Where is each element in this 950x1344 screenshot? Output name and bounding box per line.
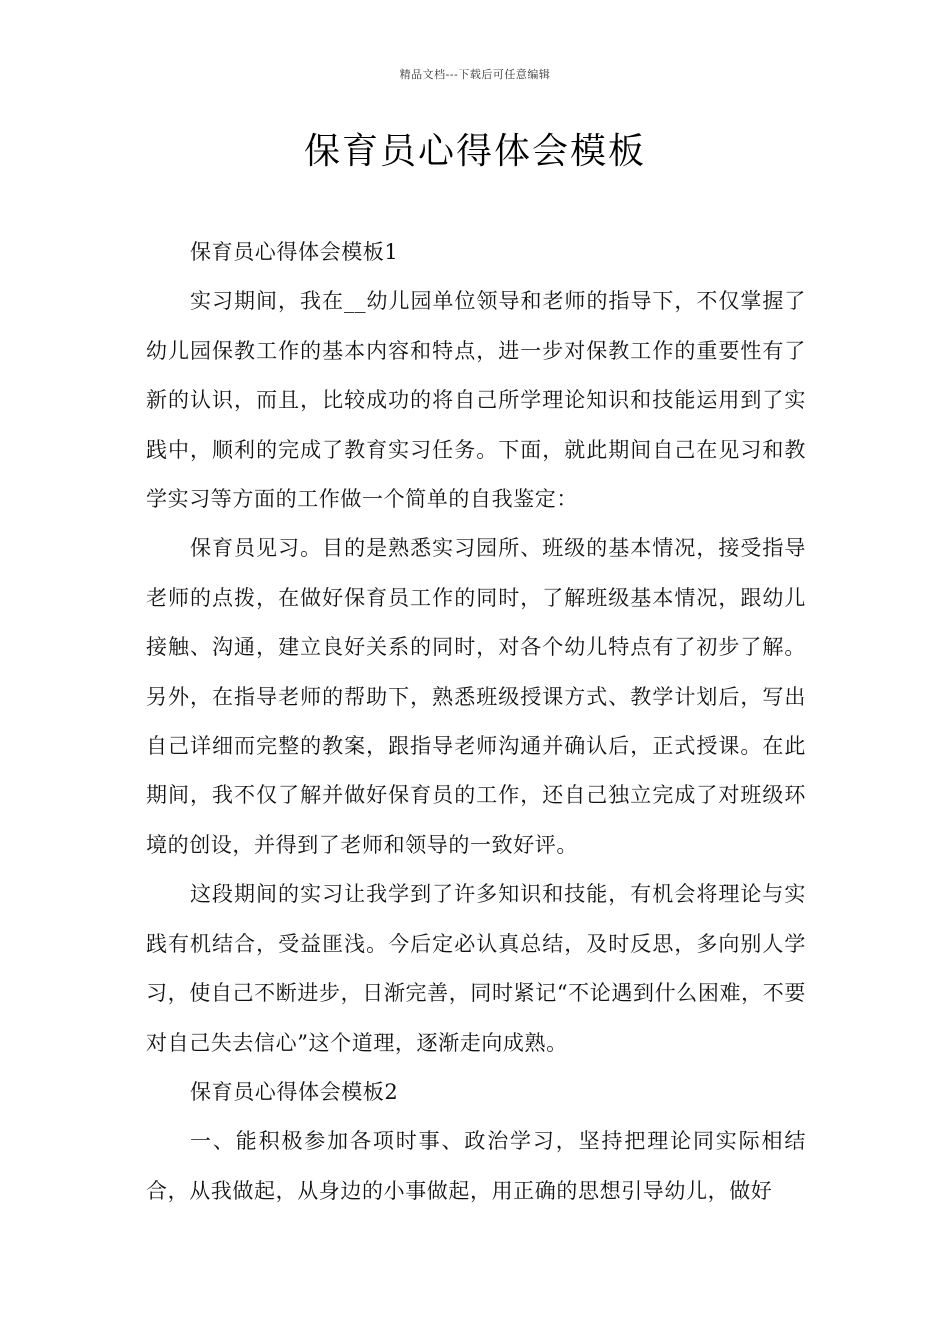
document-body [146, 228, 806, 1216]
paragraph: 实习期间，我在__幼儿园单位领导和老师的指导下，不仅掌握了幼儿园保教工作的基本内容和特点，进一步对保教工作的重要性有了新的认识，而且，比较成功的将自己所学理论知识和技能运用到了实践中，顺利的完成了教育实习任务。下面，就此期间自己在见习和教学实习等方面的工作做一个简单的自我鉴定： [146, 289, 806, 512]
paragraph: 这段期间的实习让我学到了许多知识和技能，有机会将理论与实践有机结合，受益匪浅。今后定必认真总结，及时反思，多向别人学习，使自己不断进步，日渐完善，同时紧记“不论遇到什么困难，不要对自己失去信心”这个道理，逐渐走向成熟。 [146, 882, 806, 1055]
document-title: 保育员心得体会模板 [303, 131, 646, 172]
section-heading-1: 保育员心得体会模板1 [190, 240, 399, 264]
paragraph: 保育员见习。目的是熟悉实习园所、班级的基本情况，接受指导老师的点拨，在做好保育员工作的同时，了解班级基本情况，跟幼儿接触、沟通，建立良好关系的同时，对各个幼儿特点有了初步了解。另外，在指导老师的帮助下，熟悉班级授课方式、教学计划后，写出自己详细而完整的教案，跟指导老师沟通并确认后，正式授课。在此期间，我不仅了解并做好保育员的工作，还自己独立完成了对班级环境的创设，并得到了老师和领导的一致好评。 [146, 536, 806, 857]
section-heading-2: 保育员心得体会模板2 [190, 1079, 399, 1104]
paragraph: 一、能积极参加各项时事、政治学习，坚持把理论同实际相结合，从我做起，从身边的小事做起，用正确的思想引导幼儿，做好 [146, 1129, 806, 1203]
header-note: 精品文档---下载后可任意编辑 [399, 68, 551, 81]
